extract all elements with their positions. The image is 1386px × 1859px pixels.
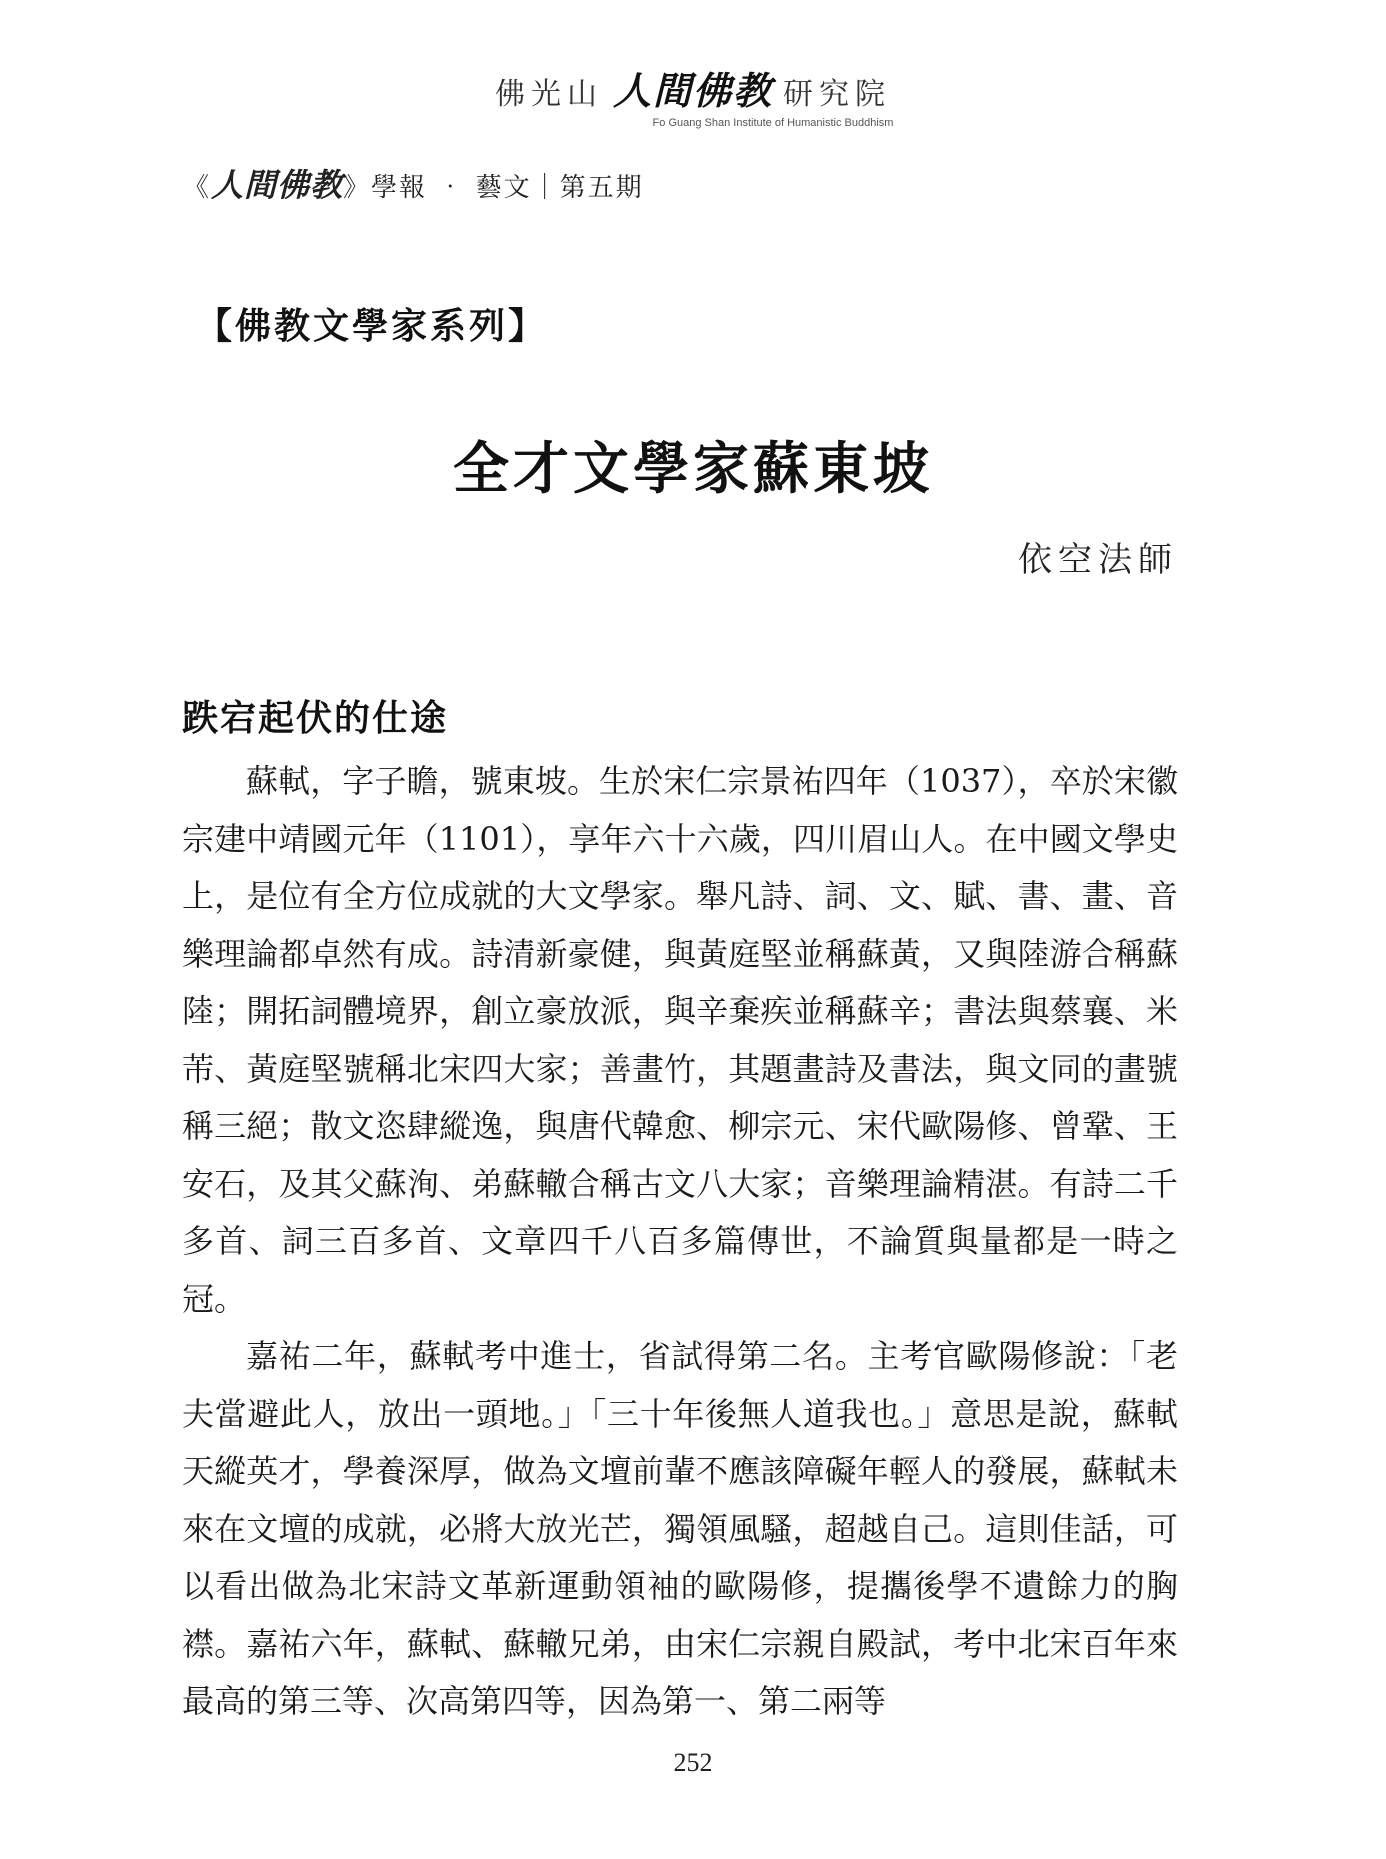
section-heading: 跌宕起伏的仕途 [182, 697, 449, 739]
institute-english-name: Fo Guang Shan Institute of Humanistic Buddhism [652, 117, 894, 129]
institute-suffix: 研究院 [783, 77, 891, 112]
journal-info: 學報 ‧ 藝文｜第五期 [371, 173, 644, 203]
journal-open-bracket: 《 [183, 173, 212, 203]
journal-logo: 人間佛教 [211, 166, 344, 204]
author-name: 依空法師 [1018, 540, 1178, 580]
institute-logo: 人間佛教 [612, 68, 773, 113]
paragraph-1: 蘇軾，字子瞻，號東坡。生於宋仁宗景祐四年（1037），卒於宋徽宗建中靖國元年（1101），享年六十六歲，四川眉山人。在中國文學史上，是位有全方位成就的大文學家。舉凡詩、詞、文、賦、書、畫、音樂理論都卓然有成。詩清新豪健，與黃庭堅並稱蘇黃，又與陸游合稱蘇陸；開拓詞體境界，創立豪放派，與辛棄疾並稱蘇辛；書法與蔡襄、米芾、黃庭堅號稱北宋四大家；善畫竹，其題畫詩及書法，與文同的畫號稱三絕；散文恣肆縱逸，與唐代韓愈、柳宗元、宋代歐陽修、曾鞏、王安石，及其父蘇洵、弟蘇轍合稱古文八大家；音樂理論精湛。有詩二千多首、詞三百多首、文章四千八百多篇傳世，不論質與量都是一時之冠。 [182, 762, 1178, 1318]
institute-name [495, 60, 891, 115]
institute-header [0, 60, 1386, 129]
journal-running-head [183, 160, 644, 206]
article-body [182, 753, 1178, 1731]
page-number: 252 [673, 1748, 713, 1777]
series-label: 【佛教文學家系列】 [196, 305, 548, 347]
institute-prefix: 佛光山 [494, 77, 603, 112]
paragraph-2: 嘉祐二年，蘇軾考中進士，省試得第二名。主考官歐陽修說：「老夫當避此人，放出一頭地。」「三十年後無人道我也。」意思是說，蘇軾天縱英才，學養深厚，做為文壇前輩不應該障礙年輕人的發展，蘇軾未來在文壇的成就，必將大放光芒，獨領風騷，超越自己。這則佳話，可以看出做為北宋詩文革新運動領袖的歐陽修，提攜後學不遺餘力的胸襟。嘉祐六年，蘇軾、蘇轍兄弟，由宋仁宗親自殿試，考中北宋百年來最高的第三等、次高第四等，因為第一、第二兩等 [182, 1337, 1178, 1720]
article-title: 全才文學家蘇東坡 [453, 436, 933, 502]
journal-close-bracket: 》 [343, 173, 372, 203]
